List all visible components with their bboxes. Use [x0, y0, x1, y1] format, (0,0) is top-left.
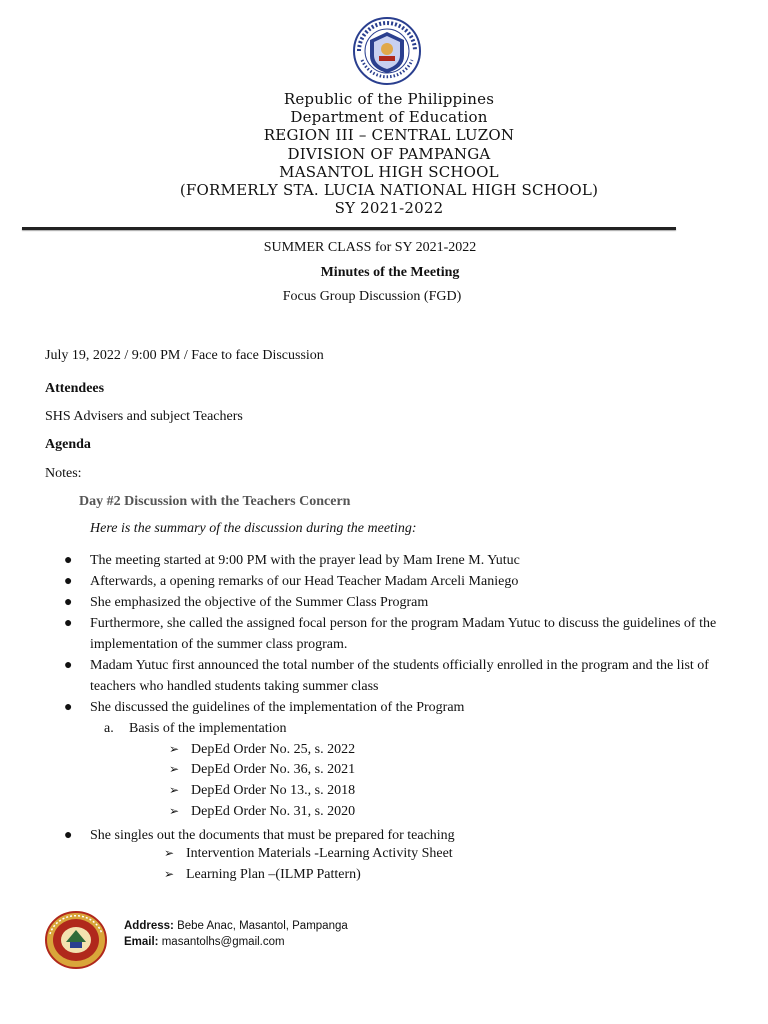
list-item: ● She emphasized the objective of the Summer Class Program — [0, 592, 740, 613]
sub-item-basis — [104, 721, 286, 737]
document-session-type: Focus Group Discussion (FGD) — [282, 289, 462, 304]
letterhead-region: REGION III – CENTRAL LUZON — [263, 126, 515, 145]
document-item: ➢ Intervention Materials -Learning Activity Sheet — [164, 846, 453, 861]
list-item: ● The meeting started at 9:00 PM with the prayer lead by Mam Irene M. Yutuc — [0, 550, 740, 571]
bullet-icon: ● — [64, 616, 73, 631]
school-seal-logo — [44, 910, 108, 970]
agenda-heading: Agenda — [45, 437, 91, 452]
list-item: ● Afterwards, a opening remarks of our Head Teacher Madam Arceli Maniego — [0, 571, 740, 592]
bullet-icon: ● — [64, 828, 73, 843]
summary-intro: Here is the summary of the discussion during the meeting: — [90, 521, 417, 536]
sub-item-label: a. — [104, 721, 114, 736]
bullet-icon: ● — [64, 553, 73, 568]
letterhead-school-year: SY 2021-2022 — [334, 199, 444, 218]
address-value: Bebe Anac, Masantol, Pampanga — [177, 920, 348, 932]
list-item: ● Furthermore, she called the assigned focal person for the program Madam Yutuc to discuss the guidelines of the implementation of the summer class program. — [0, 613, 740, 655]
list-item: ● She singles out the documents that must be prepared for teaching — [0, 825, 740, 846]
letterhead-department: Department of Education — [290, 108, 488, 127]
email-label: Email: — [124, 936, 159, 948]
arrow-icon: ➢ — [169, 804, 180, 818]
bullet-icon: ● — [64, 658, 73, 673]
letterhead-divider — [22, 227, 676, 230]
sub-item-text: Basis of the implementation — [129, 721, 287, 736]
arrow-icon: ➢ — [169, 742, 180, 756]
document-title: SUMMER CLASS for SY 2021-2022 — [263, 240, 477, 255]
deped-seal-logo — [352, 16, 422, 86]
list-item: ● Madam Yutuc first announced the total number of the students officially enrolled in the program and the list of teachers who handled students taking summer class — [0, 655, 740, 697]
document-item: ➢ Learning Plan –(ILMP Pattern) — [164, 867, 361, 882]
order-item: ➢ DepEd Order No 13., s. 2018 — [169, 783, 356, 798]
attendees-heading: Attendees — [45, 381, 105, 396]
arrow-icon: ➢ — [164, 846, 175, 860]
footer-address-line — [124, 918, 348, 934]
letterhead-country: Republic of the Philippines — [283, 90, 495, 108]
address-label: Address: — [124, 920, 174, 932]
letterhead-division: DIVISION OF PAMPANGA — [287, 144, 491, 163]
bullet-icon: ● — [64, 574, 73, 589]
discussion-list — [0, 550, 768, 718]
letterhead-school: MASANTOL HIGH SCHOOL — [279, 162, 499, 181]
arrow-icon: ➢ — [169, 762, 180, 776]
attendees-text: SHS Advisers and subject Teachers — [45, 409, 243, 424]
arrow-icon: ➢ — [169, 783, 180, 797]
arrow-icon: ➢ — [164, 867, 175, 881]
bullet-icon: ● — [64, 700, 73, 715]
meeting-datetime: July 19, 2022 / 9:00 PM / Face to face Discussion — [45, 348, 324, 363]
document-subtitle: Minutes of the Meeting — [320, 265, 460, 280]
email-value[interactable]: masantolhs@gmail.com — [161, 936, 285, 948]
footer-contact — [124, 918, 348, 950]
order-item: ➢ DepEd Order No. 31, s. 2020 — [169, 804, 356, 819]
bullet-icon: ● — [64, 595, 73, 610]
notes-label: Notes: — [45, 466, 82, 481]
letterhead-former-name: (FORMERLY STA. LUCIA NATIONAL HIGH SCHOOL) — [179, 181, 599, 200]
order-item: ➢ DepEd Order No. 25, s. 2022 — [169, 742, 356, 757]
day-title: Day #2 Discussion with the Teachers Concern — [79, 494, 351, 509]
order-item: ➢ DepEd Order No. 36, s. 2021 — [169, 762, 356, 777]
list-item: ● She discussed the guidelines of the implementation of the Program — [0, 697, 740, 718]
footer-email-line — [124, 934, 348, 950]
letterhead — [0, 90, 768, 217]
